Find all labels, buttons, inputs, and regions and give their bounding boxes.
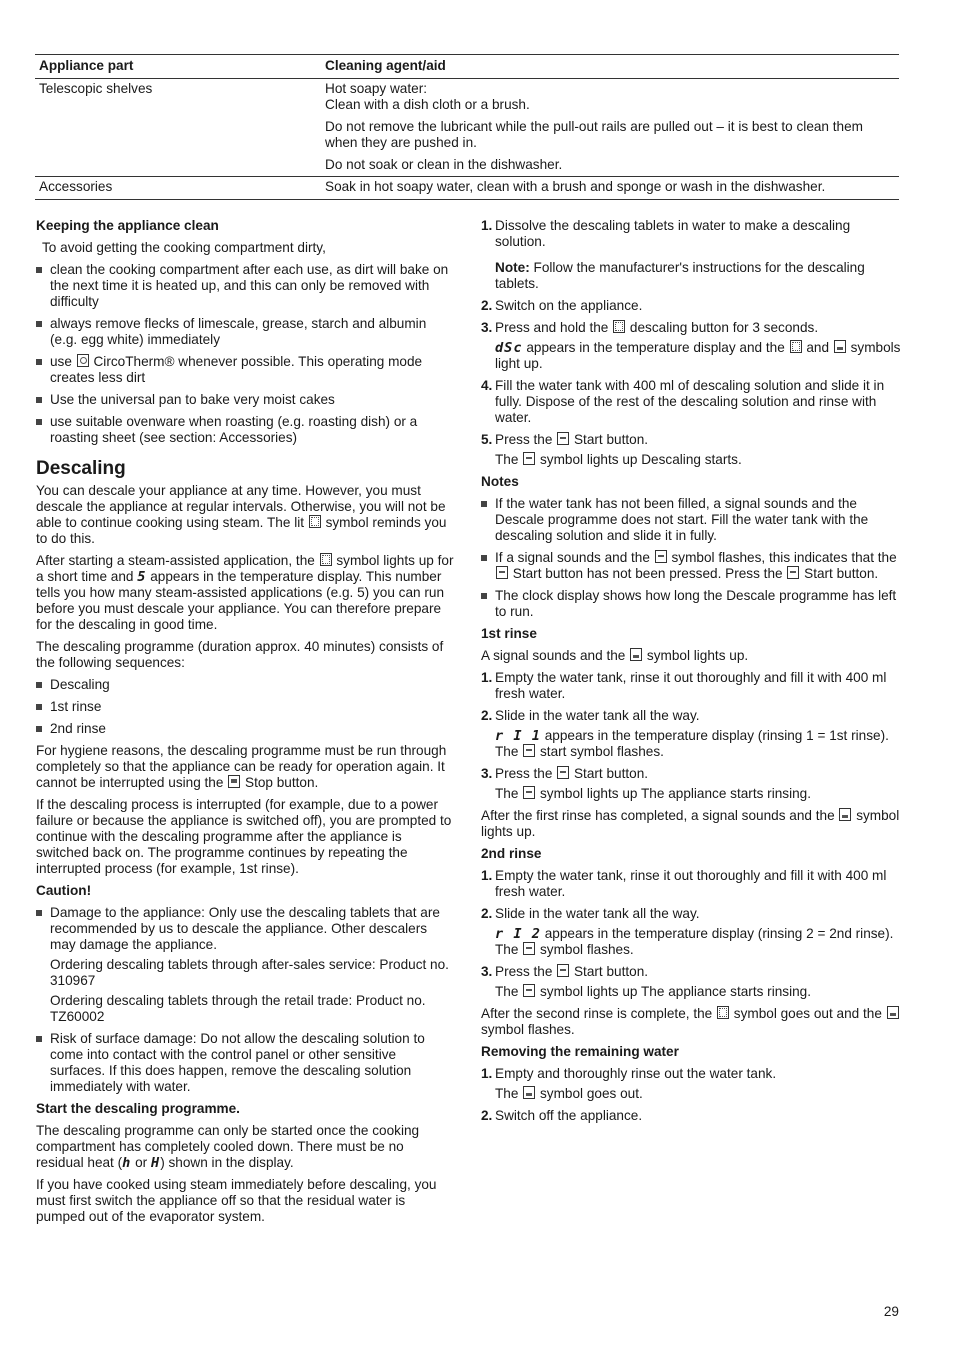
sequence-list xyxy=(36,677,454,737)
keeping-heading: Keeping the appliance clean xyxy=(36,218,219,233)
page-number: 29 xyxy=(883,1304,899,1319)
step-item xyxy=(481,298,901,314)
text: symbols light up. xyxy=(495,340,901,371)
list-text: use xyxy=(50,354,72,369)
text: Start button has not been pressed. Press the xyxy=(512,566,783,581)
water-tank-icon xyxy=(834,340,846,353)
cell-part: Accessories xyxy=(35,177,321,200)
text: appears in the temperature display (rinsing 2 = 2nd rinse). The xyxy=(495,926,894,957)
header-appliance-part: Appliance part xyxy=(35,55,321,79)
step-item xyxy=(481,868,901,900)
list-item: 2nd rinse xyxy=(36,721,454,737)
text: The xyxy=(495,786,519,801)
paragraph xyxy=(481,648,901,664)
start-icon xyxy=(523,452,535,465)
agent-text: Soak in hot soapy water, clean with a brush and sponge or wash in the dishwasher. xyxy=(325,179,826,194)
text: and xyxy=(806,340,830,355)
text: Switch off the appliance. xyxy=(495,1108,643,1123)
agent-text: Do not remove the lubricant while the pull-out rails are pulled out – it is best to clean them when they are pushed in. xyxy=(325,119,863,150)
list-text: CircoTherm® whenever possible. This operating mode creates less dirt xyxy=(50,354,423,385)
text: The descaling programme can only be started once the cooking compartment has completely cooled down. There must be no residual heat ( xyxy=(36,1123,420,1170)
right-column xyxy=(481,218,901,1130)
text: Press the xyxy=(495,964,553,979)
text: Press the xyxy=(495,432,553,447)
list-item xyxy=(481,550,901,582)
text: Ordering descaling tablets through the retail trade: Product no. TZ60002 xyxy=(50,993,426,1024)
step-number: 1. xyxy=(481,868,493,883)
text: Stop button. xyxy=(245,775,319,790)
step-number: 3. xyxy=(481,320,493,335)
notes-heading: Notes xyxy=(481,474,519,489)
text: The xyxy=(495,452,519,467)
text: After the first rinse has completed, a signal sounds and the xyxy=(481,808,835,823)
paragraph xyxy=(36,553,454,633)
table-header xyxy=(35,55,899,79)
paragraph xyxy=(36,483,454,547)
text: Press the xyxy=(495,766,553,781)
text xyxy=(495,432,901,448)
rinse1-steps xyxy=(481,670,901,802)
list-item: Descaling xyxy=(36,677,454,693)
text: Start button. xyxy=(573,766,649,781)
step-number: 2. xyxy=(481,906,493,921)
paragraph xyxy=(481,808,901,840)
text: start symbol flashes. xyxy=(540,744,664,759)
start-icon xyxy=(557,432,569,445)
text: The xyxy=(495,1086,519,1101)
text: symbol flashes, this indicates that the xyxy=(671,550,897,565)
text: Start button. xyxy=(804,566,879,581)
display-segment: dSc xyxy=(495,340,523,356)
paragraph xyxy=(36,1123,454,1171)
keeping-intro: To avoid getting the cooking compartment dirty, xyxy=(42,240,326,255)
step-item xyxy=(481,378,901,426)
text: Switch on the appliance. xyxy=(495,298,643,313)
text: symbol lights up The appliance starts rinsing. xyxy=(540,786,812,801)
table-row xyxy=(35,177,899,200)
step-item xyxy=(481,1066,901,1102)
text: descaling button for 3 seconds. xyxy=(629,320,819,335)
descaling-icon xyxy=(717,1006,729,1019)
list-item: always remove flecks of limescale, grease, starch and albumin (e.g. egg white) immediately xyxy=(36,316,454,348)
display-segment: r I 1 xyxy=(495,728,541,744)
text: appears in the temperature display. This number tells you how many steam-assisted applications (e.g. 5) you can run before you must descale your appliance. You can therefore prepare for the descaling in good time. xyxy=(36,569,445,632)
cell-part: Telescopic shelves xyxy=(39,81,153,96)
table-row xyxy=(35,79,899,177)
text: symbol lights up The appliance starts rinsing. xyxy=(540,984,812,999)
descaling-heading: Descaling xyxy=(36,458,126,479)
stop-icon xyxy=(228,775,240,788)
list-item: clean the cooking compartment after each use, as dirt will bake on the next time it is heated up, and this can only be removed with difficulty xyxy=(36,262,454,310)
list-item: 1st rinse xyxy=(36,699,454,715)
text: Press and hold the xyxy=(495,320,609,335)
start-icon xyxy=(557,766,569,779)
step-item xyxy=(481,320,901,372)
keeping-list xyxy=(36,262,454,446)
display-segment: h xyxy=(122,1155,132,1171)
text: symbol goes out. xyxy=(540,1086,643,1101)
paragraph: If the descaling process is interrupted (for example, due to a power failure or because the appliance is switched off), you are prompted to continue with the descaling programme after the appliance is switched back on. The programme continues by repeating the interrupted process (for example, 1st rinse). xyxy=(36,797,452,876)
text: You can descale your appliance at any time. However, you must descale the appliance at regular intervals. Otherwise, you will not be able to continue cooking using steam. The lit xyxy=(36,483,446,530)
start-icon xyxy=(523,984,535,997)
cell-agent xyxy=(321,177,899,200)
start-icon xyxy=(557,964,569,977)
start-icon xyxy=(496,566,508,579)
rinse1-heading: 1st rinse xyxy=(481,626,537,641)
text: ) shown in the display. xyxy=(160,1155,294,1170)
water-tank-icon xyxy=(887,1006,899,1019)
start-heading: Start the descaling programme. xyxy=(36,1101,240,1116)
caution-heading: Caution! xyxy=(36,883,92,898)
step-number: 2. xyxy=(481,1108,493,1123)
step-item xyxy=(481,708,901,760)
list-item xyxy=(36,905,454,1025)
text: If a signal sounds and the xyxy=(495,550,650,565)
text: symbol flashes. xyxy=(540,942,634,957)
text: Empty and thoroughly rinse out the water tank. xyxy=(495,1066,777,1081)
display-segment: H xyxy=(151,1155,161,1171)
step-number: 5. xyxy=(481,432,493,447)
text xyxy=(495,786,901,802)
text: Start button. xyxy=(573,432,649,447)
text xyxy=(495,766,901,782)
text xyxy=(495,984,901,1000)
step-item xyxy=(481,766,901,802)
text: appears in the temperature display and the xyxy=(526,340,785,355)
text: Dissolve the descaling tablets in water to make a descaling solution. xyxy=(495,218,851,249)
note xyxy=(495,260,901,292)
step-number: 1. xyxy=(481,670,493,685)
start-icon xyxy=(523,744,535,757)
paragraph xyxy=(36,743,454,791)
notes-list xyxy=(481,496,901,620)
step-item xyxy=(481,432,901,468)
text: Fill the water tank with 400 ml of descaling solution and slide it in fully. Dispose of the rest of the descaling solution and rinse with water. xyxy=(495,378,885,425)
text xyxy=(495,728,901,760)
list-item xyxy=(36,354,454,386)
left-column xyxy=(36,218,454,1231)
display-segment: r I 2 xyxy=(495,926,541,942)
text xyxy=(495,926,901,958)
step-number: 1. xyxy=(481,1066,493,1081)
text: For hygiene reasons, the descaling programme must be run through completely so that the appliance can be ready for operation again. It cannot be interrupted using the xyxy=(36,743,447,790)
list-item: If the water tank has not been filled, a signal sounds and the Descale programme does not start. Fill the water tank with the descaling solution and slide it in fully. xyxy=(481,496,901,544)
text: symbol flashes. xyxy=(481,1022,575,1037)
text: symbol goes out and the xyxy=(733,1006,882,1021)
start-icon xyxy=(523,786,535,799)
agent-text: Do not soak or clean in the dishwasher. xyxy=(325,157,563,172)
text xyxy=(495,340,901,372)
paragraph xyxy=(481,1006,901,1038)
text: The xyxy=(495,984,519,999)
paragraph: If you have cooked using steam immediately before descaling, you must first switch the appliance off so that the residual water is pumped out of the evaporator system. xyxy=(36,1177,437,1224)
step-number: 3. xyxy=(481,964,493,979)
text: symbol lights up. xyxy=(481,808,900,839)
text: symbol lights up for a short time and xyxy=(36,553,454,584)
step-item xyxy=(481,906,901,958)
list-item: The clock display shows how long the Descale programme has left to run. xyxy=(481,588,901,620)
rinse2-heading: 2nd rinse xyxy=(481,846,542,861)
step-number: 3. xyxy=(481,766,493,781)
text: appears in the temperature display (rinsing 1 = 1st rinse). The xyxy=(495,728,889,759)
start-icon xyxy=(523,942,535,955)
step-item xyxy=(481,218,901,292)
step-item xyxy=(481,670,901,702)
list-item: Use the universal pan to bake very moist cakes xyxy=(36,392,454,408)
circotherm-icon xyxy=(77,354,89,367)
start-icon xyxy=(655,550,667,563)
list-item: Risk of surface damage: Do not allow the descaling solution to come into contact with the control panel or other sensitive surfaces. If this does happen, remove the descaling solution immediately with water. xyxy=(36,1031,454,1095)
step-number: 4. xyxy=(481,378,493,393)
paragraph: The descaling programme (duration approx. 40 minutes) consists of the following sequences: xyxy=(36,639,444,670)
note-label: Note: xyxy=(495,260,530,275)
text: or xyxy=(135,1155,148,1170)
start-icon xyxy=(787,566,799,579)
text: Ordering descaling tablets through after-sales service: Product no. 310967 xyxy=(50,957,449,988)
text: Follow the manufacturer's instructions for the descaling tablets. xyxy=(495,260,865,291)
text: A signal sounds and the xyxy=(481,648,626,663)
removing-heading: Removing the remaining water xyxy=(481,1044,679,1059)
step-number: 2. xyxy=(481,298,493,313)
removing-steps xyxy=(481,1066,901,1124)
rinse2-steps xyxy=(481,868,901,1000)
water-tank-icon xyxy=(630,648,642,661)
text: Empty the water tank, rinse it out thoroughly and fill it with 400 ml fresh water. xyxy=(495,670,887,701)
text: Start button. xyxy=(573,964,649,979)
descaling-icon xyxy=(790,340,802,353)
agent-text: Hot soapy water: Clean with a dish cloth or a brush. xyxy=(325,81,530,112)
descaling-icon xyxy=(613,320,625,333)
text: symbol lights up. xyxy=(646,648,749,663)
text xyxy=(495,1086,901,1102)
cell-agent xyxy=(321,79,899,177)
steps-list xyxy=(481,218,901,468)
text: symbol reminds you to do this. xyxy=(36,515,447,546)
cleaning-table xyxy=(35,54,899,200)
list-item: use suitable ovenware when roasting (e.g. roasting dish) or a roasting sheet (see section: Accessories) xyxy=(36,414,454,446)
text xyxy=(495,320,901,336)
text: After the second rinse is complete, the xyxy=(481,1006,713,1021)
text: symbol lights up Descaling starts. xyxy=(540,452,742,467)
step-item xyxy=(481,964,901,1000)
caution-list xyxy=(36,905,454,1095)
text: Slide in the water tank all the way. xyxy=(495,906,700,921)
text xyxy=(495,964,901,980)
descaling-icon xyxy=(320,553,332,566)
water-tank-icon xyxy=(839,808,851,821)
text: Slide in the water tank all the way. xyxy=(495,708,700,723)
step-item xyxy=(481,1108,901,1124)
descaling-icon xyxy=(309,515,321,528)
water-tank-icon xyxy=(523,1086,535,1099)
text: Empty the water tank, rinse it out thoroughly and fill it with 400 ml fresh water. xyxy=(495,868,887,899)
text: After starting a steam-assisted application, the xyxy=(36,553,315,568)
display-segment: 5 xyxy=(137,569,147,585)
step-number: 1. xyxy=(481,218,493,233)
header-cleaning-agent: Cleaning agent/aid xyxy=(321,55,899,79)
step-number: 2. xyxy=(481,708,493,723)
text xyxy=(495,452,901,468)
text: Damage to the appliance: Only use the descaling tablets that are recommended by us to descale the appliance. Other descalers may damage the appliance. xyxy=(50,905,440,952)
